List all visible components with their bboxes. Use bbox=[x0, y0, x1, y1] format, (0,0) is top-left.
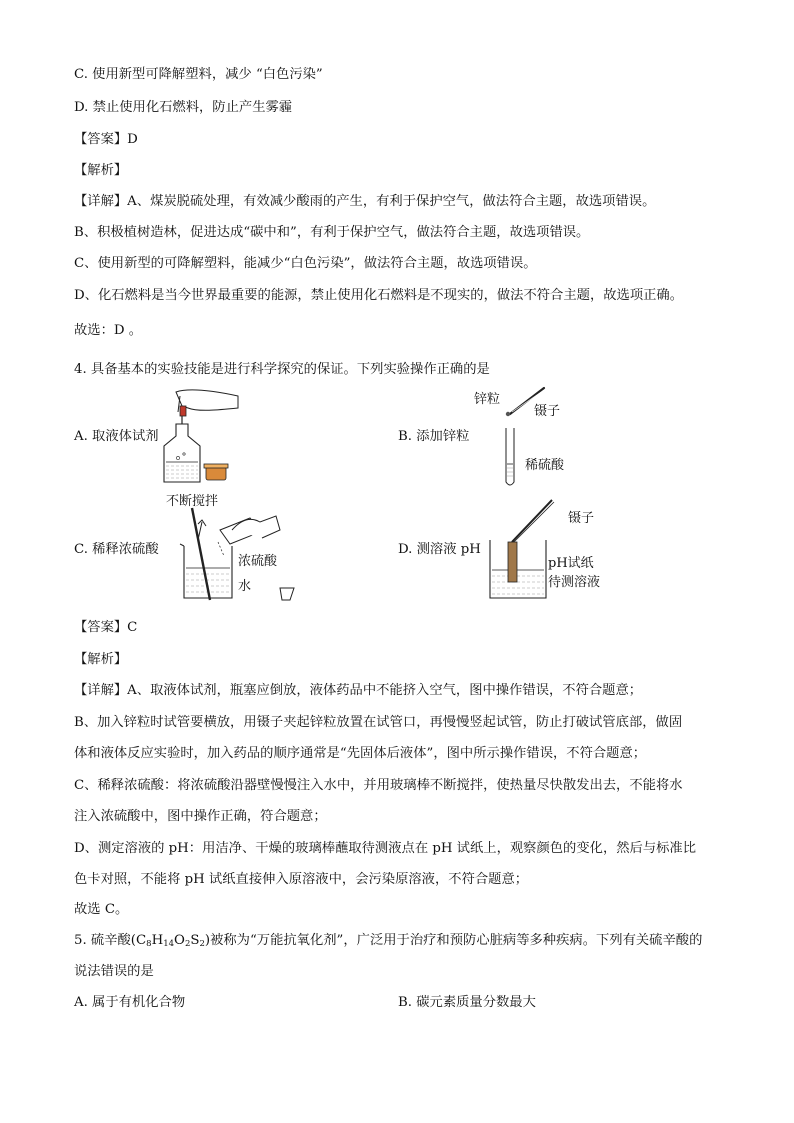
q3-conclusion: 故选：D 。 bbox=[74, 323, 143, 338]
q3-detail-b: B、积极植树造林，促进达成“碳中和”，有利于保护空气，做法符合主题，故选项错误。 bbox=[74, 225, 590, 240]
q4-conclusion: 故选 C。 bbox=[74, 902, 129, 917]
formula-s-count: 2 bbox=[199, 939, 205, 949]
label-stir: 不断搅拌 bbox=[166, 494, 219, 509]
q5-stem-prefix: 5. 硫辛酸(C bbox=[74, 933, 147, 948]
figure-b-test-tube bbox=[500, 384, 560, 490]
label-ph-paper: pH试纸 bbox=[548, 556, 594, 571]
label-conc-acid: 浓硫酸 bbox=[238, 554, 278, 569]
formula-o: O bbox=[174, 933, 185, 948]
q5-stem-suffix: )被称为“万能抗氧化剂”，广泛用于治疗和预防心脏病等多种疾病。下列有关硫辛酸的 bbox=[204, 933, 703, 948]
q4-option-c: C. 稀释浓硫酸 bbox=[74, 542, 159, 557]
label-tweezers-d: 镊子 bbox=[568, 511, 595, 526]
q4-detail-a: 【详解】A、取液体试剂，瓶塞应倒放，液体药品中不能挤入空气，图中操作错误，不符合题意； bbox=[74, 683, 643, 698]
q3-analysis-label: 【解析】 bbox=[74, 163, 128, 178]
label-tweezers-b: 镊子 bbox=[534, 404, 561, 419]
q4-detail-c1: C、稀释浓硫酸：将浓硫酸沿器壁慢慢注入水中，并用玻璃棒不断搅拌，使热量尽快散发出去，不能将水 bbox=[74, 778, 683, 793]
label-test-solution: 待测溶液 bbox=[548, 575, 601, 590]
q3-option-c: C. 使用新型可降解塑料，减少 “白色污染” bbox=[74, 67, 323, 82]
q3-option-d: D. 禁止使用化石燃料，防止产生雾霾 bbox=[74, 100, 293, 115]
q3-answer: 【答案】D bbox=[74, 132, 138, 147]
formula-s: S bbox=[190, 933, 200, 948]
q4-detail-c2: 注入浓硫酸中，图中操作正确，符合题意； bbox=[74, 809, 327, 824]
q5-option-a: A. 属于有机化合物 bbox=[74, 995, 186, 1010]
q4-answer: 【答案】C bbox=[74, 620, 138, 635]
q3-detail-a: 【详解】A、煤炭脱硫处理，有效减少酸雨的产生，有利于保护空气，做法符合主题，故选项错误。 bbox=[74, 194, 656, 209]
q4-option-b: B. 添加锌粒 bbox=[398, 429, 470, 444]
q4-detail-b2: 体和液体反应实验时，加入药品的顺序通常是“先固体后液体”，图中所示操作错误，不符合题意； bbox=[74, 746, 647, 761]
figure-a-reagent-bottle bbox=[158, 386, 242, 486]
q4-detail-d1: D、测定溶液的 pH：用洁净、干燥的玻璃棒蘸取待测液点在 pH 试纸上，观察颜色的变化，然后与标准比 bbox=[74, 841, 697, 856]
q5-stem-line2: 说法错误的是 bbox=[74, 964, 154, 979]
q4-detail-b1: B、加入锌粒时试管要横放，用镊子夹起锌粒放置在试管口，再慢慢竖起试管，防止打破试管底部，做固 bbox=[74, 715, 683, 730]
q3-detail-c: C、使用新型的可降解塑料，能减少“白色污染”，做法符合主题，故选项错误。 bbox=[74, 256, 537, 271]
q4-option-a: A. 取液体试剂 bbox=[74, 429, 159, 444]
q5-stem bbox=[74, 932, 702, 953]
label-dilute-acid: 稀硫酸 bbox=[525, 458, 565, 473]
formula-o-count: 2 bbox=[184, 939, 191, 949]
formula-h-count: 14 bbox=[163, 939, 175, 949]
q4-detail-d2: 色卡对照，不能将 pH 试纸直接伸入原溶液中，会污染原溶液，不符合题意； bbox=[74, 872, 529, 887]
q4-stem: 4. 具备基本的实验技能是进行科学探究的保证。下列实验操作正确的是 bbox=[74, 362, 490, 377]
formula-c-count: 8 bbox=[146, 939, 152, 949]
q3-detail-d: D、化石燃料是当今世界最重要的能源，禁止使用化石燃料是不现实的，做法不符合主题，故选项正确。 bbox=[74, 288, 684, 303]
q4-analysis-label: 【解析】 bbox=[74, 652, 128, 667]
formula-h: H bbox=[151, 933, 164, 948]
q4-option-d: D. 测溶液 pH bbox=[398, 542, 481, 557]
label-zinc: 锌粒 bbox=[474, 392, 501, 407]
label-water: 水 bbox=[238, 579, 252, 594]
q5-option-b: B. 碳元素质量分数最大 bbox=[398, 995, 536, 1010]
